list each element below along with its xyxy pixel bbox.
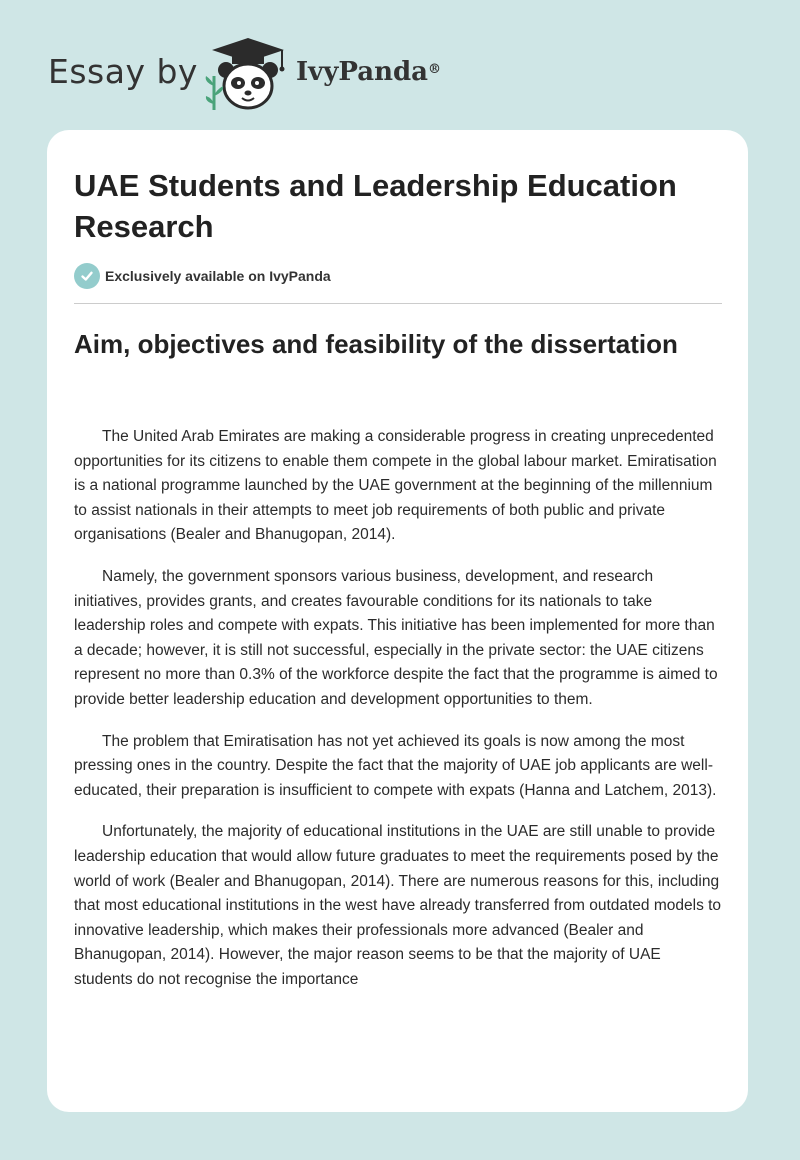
paragraph: Unfortunately, the majority of educational institutions in the UAE are still unable to provide leadership education that would allow future graduates to meet the requirements posed by the world of work (Bealer and Bhanugopan, 2014). There are numerous reasons for this, including that most educational institutions in the west have already transferred from outdated models to innovative leadership, which makes their professionals more advanced (Bealer and Bhanugopan, 2014). However, the major reason seems to be that the majority of UAE students do not recognise the importance — [74, 823, 722, 988]
brand-prefix: Essay by — [48, 52, 198, 91]
essay-card — [47, 130, 748, 1112]
brand-header[interactable] — [48, 32, 468, 112]
exclusive-label: Exclusively available on IvyPanda — [105, 268, 331, 284]
article-body — [74, 425, 722, 1009]
page-title: UAE Students and Leadership Education Research — [74, 168, 677, 244]
panda-logo-icon — [202, 36, 292, 112]
paragraph: The United Arab Emirates are making a considerable progress in creating unprecedented opportunities for its citizens to enable them compete in the global labour market. Emiratisation is a national programme launched by the UAE government at the beginning of the millennium to assist nationals in their attempts to meet job requirements of both public and private organisations (Bealer and Bhanugopan, 2014). — [74, 428, 717, 544]
divider — [74, 303, 722, 304]
paragraph: The problem that Emiratisation has not yet achieved its goals is now among the most pressing ones in the country. Despite the fact that the majority of UAE job applicants are well-educated, their preparation is insufficient to compete with expats (Hanna and Latchem, 2013). — [74, 732, 717, 799]
paragraph: Namely, the government sponsors various business, development, and research initiatives, provides grants, and creates favourable conditions for its nationals to take leadership roles and compete with expats. This initiative has been implemented for more than a decade; however, it is still not successful, especially in the private sector: the UAE citizens represent no more than 0.3% of the workforce despite the fact that the programme is aimed to provide better leadership education and development opportunities to them. — [74, 567, 718, 708]
brand-name: IvyPanda® — [296, 57, 442, 87]
exclusive-badge — [74, 263, 331, 289]
check-icon — [74, 263, 100, 289]
section-heading: Aim, objectives and feasibility of the dissertation — [74, 329, 678, 359]
